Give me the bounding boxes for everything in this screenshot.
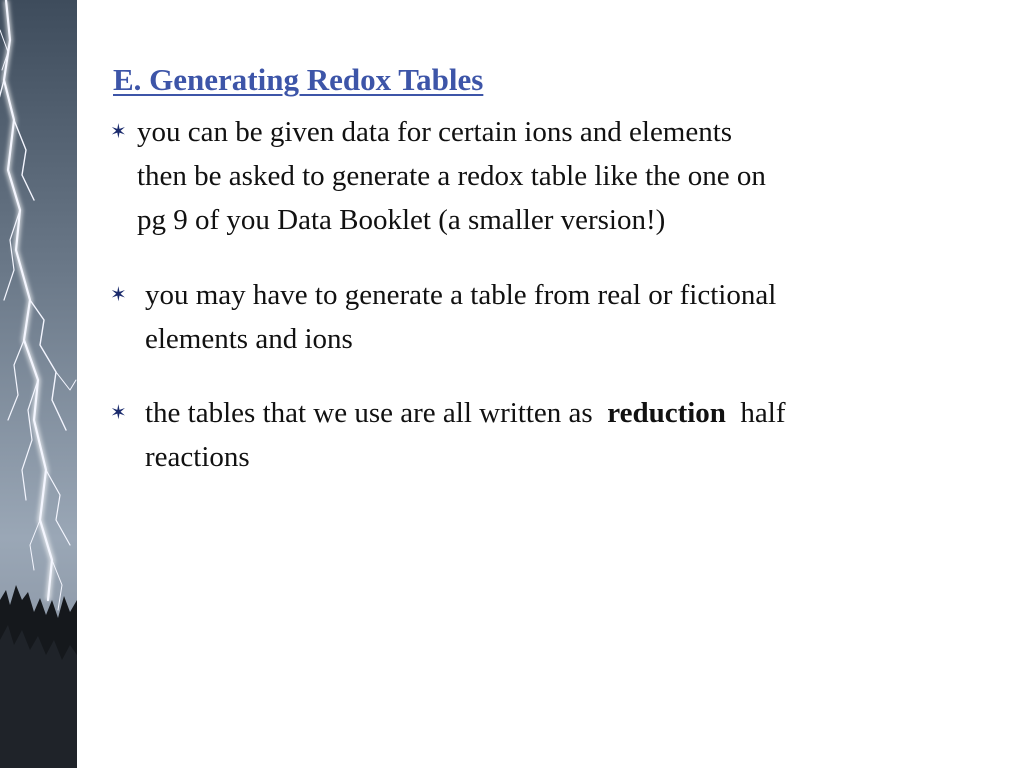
bullet-item (110, 391, 975, 479)
bullet-text: the tables that we use are all written as (145, 397, 593, 429)
slide-title: E. Generating Redox Tables (113, 62, 484, 97)
lightning-image-graphic (0, 0, 77, 768)
bullet-line: then be asked to generate a redox table like the one on (137, 160, 766, 192)
emphasis-word: reduction (607, 397, 726, 429)
bullet-item (110, 110, 957, 242)
bullet-item (110, 273, 965, 361)
bullet-line: reactions (145, 441, 250, 473)
six-pointed-star-icon: ✶ (110, 284, 127, 306)
bullet-line: you may have to generate a table from real or fictional (145, 279, 777, 311)
six-pointed-star-icon: ✶ (110, 121, 127, 143)
lightning-storm-image (0, 0, 77, 768)
bullet-line: you can be given data for certain ions and elements (137, 116, 733, 148)
bullet-line: pg 9 of you Data Booklet (a smaller version!) (137, 204, 666, 236)
bullet-line: elements and ions (145, 323, 353, 355)
bullet-text: half (740, 397, 786, 429)
bullet-line (145, 391, 975, 435)
six-pointed-star-icon: ✶ (110, 402, 127, 424)
